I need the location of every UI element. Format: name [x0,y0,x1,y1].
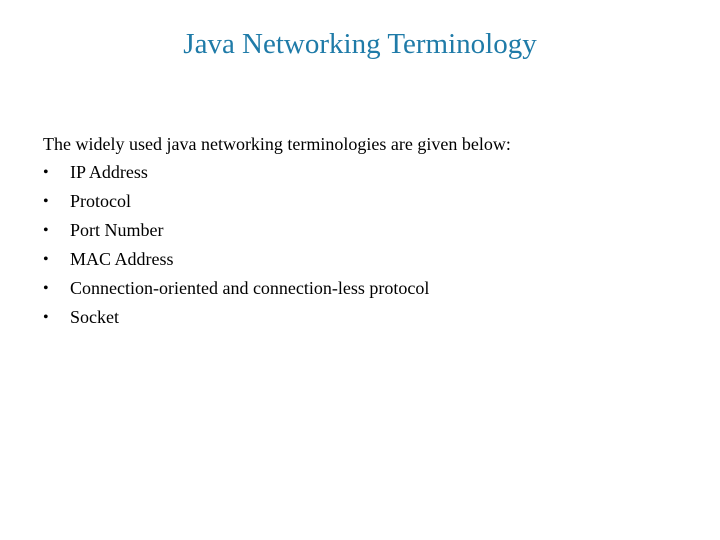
list-item-text: IP Address [70,162,148,182]
bullet-icon: • [43,164,49,181]
list-item-text: Socket [70,307,119,327]
list-item-text: Port Number [70,220,164,240]
bullet-icon: • [43,309,49,326]
bullet-icon: • [43,222,49,239]
intro-text: The widely used java networking terminologies are given below: [43,134,511,154]
list-item-text: Protocol [70,191,131,211]
list-item-text: MAC Address [70,249,174,269]
bullet-icon: • [43,193,49,210]
slide-title: Java Networking Terminology [183,28,537,60]
bullet-icon: • [43,280,49,297]
bullet-icon: • [43,251,49,268]
list-item-text: Connection-oriented and connection-less protocol [70,278,430,298]
